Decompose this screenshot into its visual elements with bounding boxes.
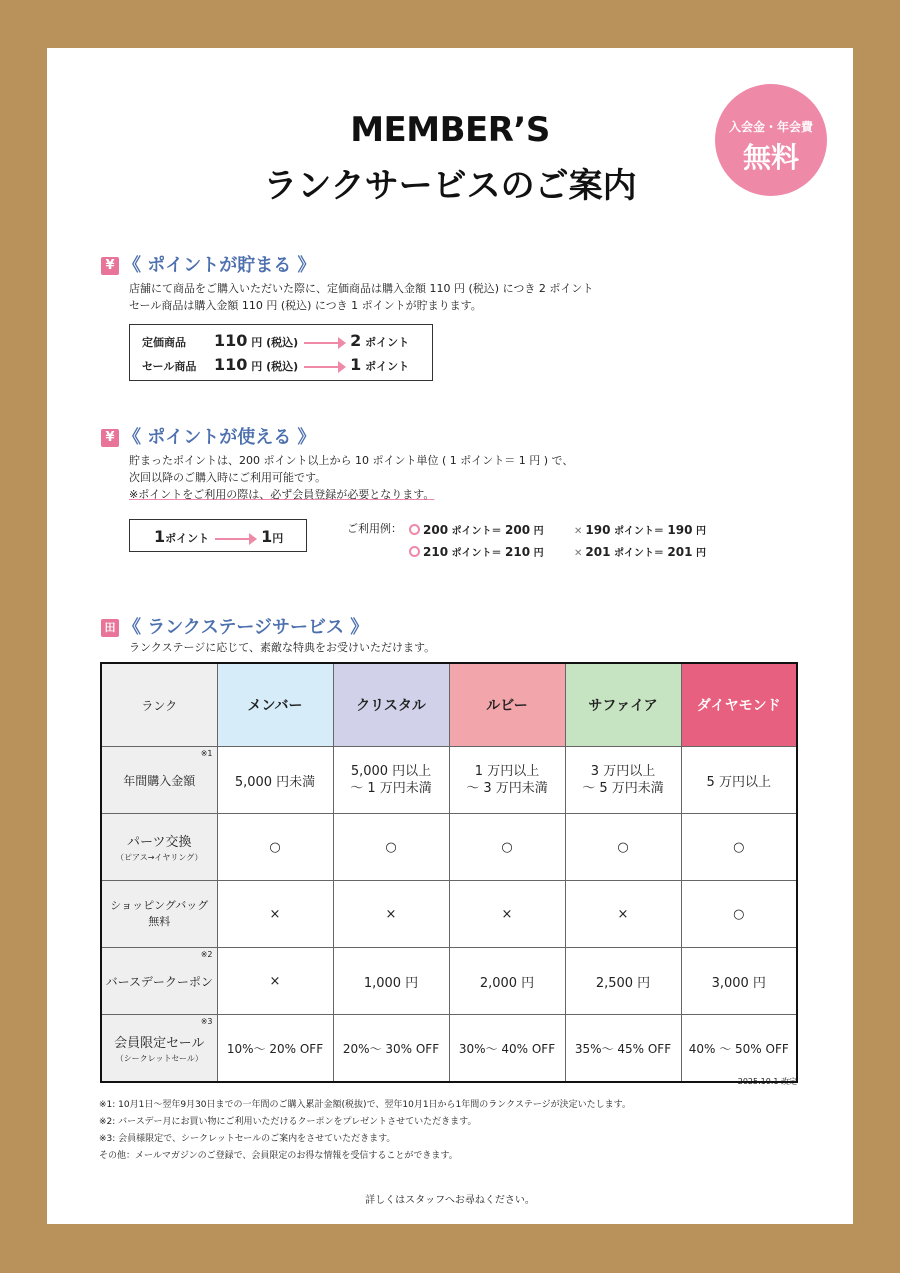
table-cell: 2,000 円 (449, 948, 565, 1015)
table-cell: 5,000 円以上 ～ 1 万円未満 (333, 747, 449, 814)
earn-row-regular: 定価商品 110 円 (税込) 2 ポイント (142, 331, 410, 350)
table-cell: 30%～ 40% OFF (449, 1015, 565, 1083)
rank-member: メンバー (217, 663, 333, 747)
section-earn-title: 《 ポイントが貯まる 》 (123, 255, 316, 276)
earn-line-2: セール商品は購入金額 110 円 (税込) につき 1 ポイントが貯まります。 (129, 299, 482, 312)
table-cell: 3,000 円 (681, 948, 797, 1015)
use-line-1: 貯まったポイントは、200 ポイント以上から 10 ポイント単位 ( 1 ポイント＝ 1 円 ) で、 (129, 454, 574, 467)
table-cell: × (449, 881, 565, 948)
footnote-3: ※3: 会員様限定で、シークレットセールのご案内をさせていただきます。 (99, 1134, 396, 1144)
earn-row-sale: セール商品 110 円 (税込) 1 ポイント (142, 355, 410, 374)
cross-icon: ✕ (574, 548, 583, 559)
arrow-icon (215, 538, 255, 540)
table-cell: 1 万円以上 ～ 3 万円未満 (449, 747, 565, 814)
row-label-sale: ※3 会員限定セール （シークレットセール） (101, 1015, 217, 1083)
flyer-sheet (47, 48, 853, 1224)
table-cell: × (333, 881, 449, 948)
table-cell: ○ (681, 814, 797, 881)
table-cell: ○ (565, 814, 681, 881)
gift-icon: 田 (101, 619, 119, 637)
table-cell: 5 万円以上 (681, 747, 797, 814)
circle-icon (409, 546, 420, 557)
conversion-box: 1ポイント 1円 (129, 519, 307, 552)
badge-main-text: 無料 (742, 141, 799, 174)
table-cell: 35%～ 45% OFF (565, 1015, 681, 1083)
rank-ruby: ルビー (449, 663, 565, 747)
table-row (101, 948, 797, 1015)
table-row (101, 747, 797, 814)
table-row (101, 881, 797, 948)
table-cell: × (565, 881, 681, 948)
table-cell: 2,500 円 (565, 948, 681, 1015)
section-use-text (129, 452, 573, 503)
earn-rate-box (129, 324, 433, 381)
section-rank-title: 《 ランクステージサービス 》 (123, 617, 369, 638)
rank-header-row (101, 663, 797, 747)
table-cell: 40% ～ 50% OFF (681, 1015, 797, 1083)
cross-icon: ✕ (574, 526, 583, 537)
section-rank-text: ランクステージに応じて、素敵な特典をお受けいただけます。 (129, 641, 436, 654)
arrow-icon (304, 366, 344, 368)
row-label-parts: パーツ交換 （ピアス→イヤリング） (101, 814, 217, 881)
closing-text: 詳しくはスタッフへお尋ねください。 (365, 1195, 535, 1206)
circle-icon (409, 524, 420, 535)
example-ng-2: ✕ 201 ポイント＝ 201 円 (574, 545, 706, 559)
example-ok-1: 200 ポイント＝ 200 円 (409, 520, 544, 542)
rank-corner: ランク (101, 663, 217, 747)
table-cell: 1,000 円 (333, 948, 449, 1015)
use-line-2: 次回以降のご購入時にご利用可能です。 (129, 471, 327, 484)
table-cell: 20%～ 30% OFF (333, 1015, 449, 1083)
rank-diamond: ダイヤモンド (681, 663, 797, 747)
example-ok-2: 210 ポイント＝ 210 円 (409, 542, 544, 564)
title-japanese: ランクサービスのご案内 (263, 166, 637, 206)
table-cell: × (217, 948, 333, 1015)
footnote-2: ※2: バースデー月にお買い物にご利用いただけるクーポンをプレゼントさせていただきます。 (99, 1117, 477, 1127)
arrow-icon (304, 342, 344, 344)
title-english: MEMBER’S (350, 110, 550, 150)
table-cell: ○ (681, 881, 797, 948)
table-cell: ○ (449, 814, 565, 881)
revised-date: 2025.10.1 改定 (737, 1077, 797, 1086)
earn-line-1: 店舗にて商品をご購入いただいた際に、定価商品は購入金額 110 円 (税込) につき 2 ポイント (129, 282, 594, 295)
footnote-1: ※1: 10月1日～翌年9月30日までの一年間のご購入累計金額(税抜)で、翌年10月1日から1年間のランクステージが決定いたします。 (99, 1100, 631, 1110)
table-row (101, 814, 797, 881)
table-cell: 5,000 円未満 (217, 747, 333, 814)
row-label-bag: ショッピングバッグ 無料 (101, 881, 217, 948)
rank-table (100, 662, 798, 1083)
yen-icon: ¥ (101, 257, 119, 275)
table-cell: 10%～ 20% OFF (217, 1015, 333, 1083)
table-cell: ○ (333, 814, 449, 881)
row-label-annual: ※1 年間購入金額 (101, 747, 217, 814)
table-cell: ○ (217, 814, 333, 881)
use-line-3: ※ポイントをご利用の際は、必ず会員登録が必要となります。 (129, 488, 435, 501)
table-row (101, 1015, 797, 1083)
example-label: ご利用例： (347, 522, 402, 535)
rank-sapphire: サファイア (565, 663, 681, 747)
rank-crystal: クリスタル (333, 663, 449, 747)
footnotes (99, 1097, 631, 1165)
free-fee-badge (715, 84, 827, 196)
example-ng-1: ✕ 190 ポイント＝ 190 円 (574, 523, 706, 537)
section-earn-text (129, 280, 593, 314)
table-cell: 3 万円以上 ～ 5 万円未満 (565, 747, 681, 814)
row-label-birthday: ※2 バースデークーポン (101, 948, 217, 1015)
section-rank-heading (101, 613, 368, 639)
table-cell: × (217, 881, 333, 948)
section-use-heading (101, 423, 316, 449)
examples-invalid (574, 520, 706, 564)
badge-top-text: 入会金・年会費 (728, 120, 813, 134)
yen-icon: ¥ (101, 429, 119, 447)
examples-valid (409, 520, 544, 564)
section-earn-heading (101, 251, 316, 277)
footnote-other: その他：メールマガジンのご登録で、会員限定のお得な情報を受信することができます。 (99, 1151, 458, 1161)
section-use-title: 《 ポイントが使える 》 (123, 427, 316, 448)
